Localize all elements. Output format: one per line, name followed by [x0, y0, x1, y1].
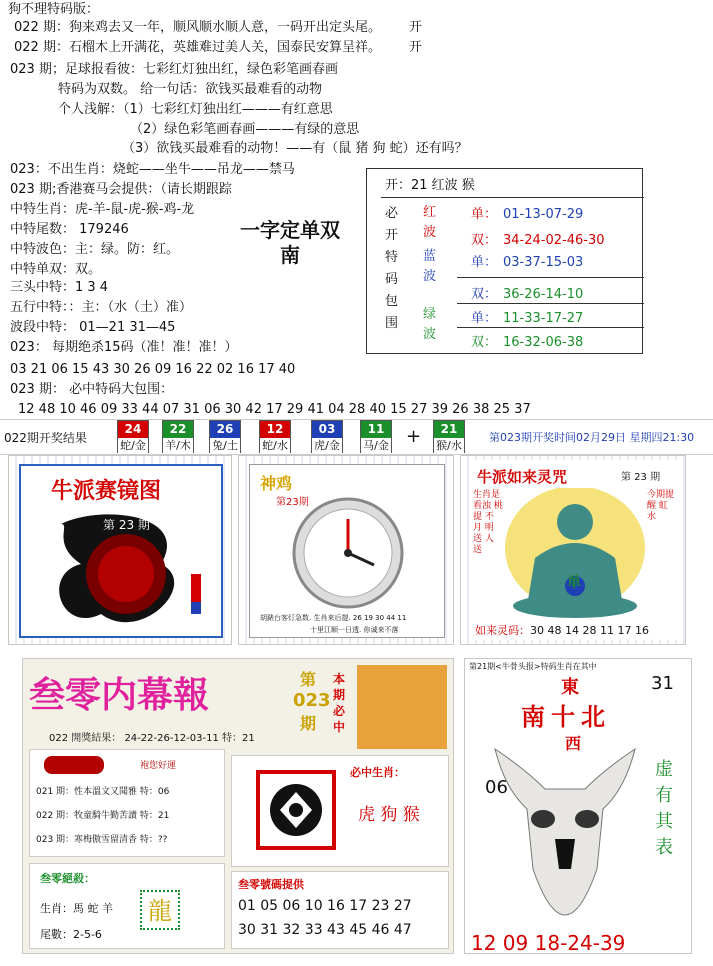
slogan-line-2: 南 — [280, 243, 300, 267]
box-divider — [381, 197, 644, 198]
box-divider — [457, 277, 644, 278]
result-label: 022期开奖结果 — [4, 431, 87, 445]
report-must: 虎 狗 猴 — [358, 805, 420, 825]
report-kill-tail: 尾數：2-5-6 — [40, 928, 102, 941]
report-must-box — [231, 755, 449, 867]
report-dragon-icon: 龍 — [140, 890, 180, 930]
report-codes-box — [231, 871, 449, 949]
result-ball: 22 羊/木 — [162, 420, 194, 453]
line-023-c: 个人浅解：（1）七彩红灯独出红———有红意思 — [58, 102, 333, 117]
line-023-b: 特码为双数。 给一句话：欲钱买最难看的动物 — [58, 82, 323, 97]
line-023-e: （3）欲钱买最难看的动物！——有（鼠 猪 狗 蛇）还有吗？ — [122, 141, 468, 156]
big-number-list: 12 48 10 46 09 33 44 07 31 06 30 42 17 29 41 04 28 40 15 27 39 26 38 25 37 — [18, 402, 531, 417]
report-codes-row: 30 31 32 33 43 45 46 47 — [238, 922, 412, 938]
buddha-center-mark: 单 — [567, 575, 581, 591]
line-023-a: 023 期；足球报看彼：七彩红灯独出红，绿色彩笔画春画 — [10, 62, 338, 77]
buddha-right-text: 今期提醒 虹 水 — [647, 490, 675, 522]
panel-buddha-title: 牛派如来灵咒 — [477, 468, 568, 486]
result-bar — [0, 419, 713, 455]
skull-bottom-numbers: 12 09 18-24-39 — [471, 931, 626, 955]
side-char: 特 — [385, 250, 399, 265]
panel-inside-report — [22, 658, 454, 954]
panel-buddha-frame — [471, 460, 677, 640]
skull-cross: 南十北 — [521, 703, 611, 731]
wave-red-label: 红 波 — [423, 205, 437, 240]
left-line-12: 023 期： 必中特码大包围： — [10, 382, 174, 397]
result-ball: 03 虎/金 — [311, 420, 343, 453]
report-kill-box — [29, 863, 225, 949]
panel-clock-caption: 胡錶台客灯急数. 生肖来后提. 26 19 30 44 11 — [260, 614, 407, 622]
special-ball: 21 猴/水 — [433, 420, 465, 453]
plus-sign: + — [406, 426, 422, 447]
slogan-line-1: 一字定单双 — [240, 218, 340, 242]
report-row: 023 期：寒梅傲雪留清香 特：?? — [36, 835, 168, 845]
result-ball: 11 马/金 — [360, 420, 392, 453]
side-char: 包 — [385, 294, 399, 309]
left-line-2: 023 期;香港赛马会提供：（请长期跟踪 — [10, 182, 232, 197]
report-rows-box — [29, 749, 225, 857]
panel-buddha-issue: 第 23 期 — [621, 472, 661, 483]
report-emblem-icon — [256, 770, 336, 850]
page-title: 狗不理特码版： — [8, 2, 100, 17]
report-fruit-icon — [44, 756, 104, 774]
panel-clock-caption2: 十里江顺一日透. 你诚来不落 — [310, 626, 399, 634]
panel-mirror — [8, 455, 232, 645]
left-line-1: 023：不出生肖：烧蛇——坐牛——吊龙——禁马 — [10, 162, 295, 177]
left-line-8: 五行中特：：主：（水（土）准） — [10, 300, 193, 315]
report-kill-label: 叁零絕殺： — [40, 872, 95, 885]
skull-east: 東 — [561, 677, 579, 698]
left-line-7: 三头中特：1 3 4 — [10, 280, 109, 295]
panel-bull-skull — [464, 658, 692, 954]
bull-skull-icon — [485, 719, 645, 919]
left-line-5: 中特波色：主：绿。防：红。 — [10, 242, 180, 257]
line-022-b: 022 期：石榴木上开满花，英雄难过美人关，国泰民安算呈祥。 开 — [14, 40, 422, 55]
report-row: 022 期：牧童騎牛勤苦讀 特：21 — [36, 811, 170, 821]
buddha-code: 如来灵码：30 48 14 28 11 17 16 — [475, 624, 649, 637]
box-divider — [457, 327, 644, 328]
panel-mirror-frame — [19, 464, 223, 638]
side-char: 开 — [385, 228, 399, 243]
red-even: 双： 34-24-02-46-30 — [471, 233, 605, 248]
report-row: 021 期：性本溫文又聞雅 特：06 — [36, 787, 170, 797]
left-line-6: 中特单双：双。 — [10, 262, 102, 277]
next-draw-time: 第023期开奖时间02月29日 星期四21:30 — [489, 431, 695, 444]
skull-header: 第21期<牛骨头报>特码生肖在其中 — [469, 662, 597, 671]
red-odd: 单： 01-13-07-29 — [471, 207, 584, 222]
blue-even: 双： 36-26-14-10 — [471, 287, 584, 302]
green-odd: 单： 11-33-17-27 — [471, 311, 584, 326]
report-hint: 袍您好運 — [140, 761, 177, 771]
report-kill-zodiac: 生肖：馬 蛇 羊 — [40, 902, 113, 915]
panel-buddha — [460, 455, 686, 645]
box-side-label — [385, 203, 401, 335]
skull-number-06: 06 — [485, 777, 508, 798]
report-side-red: 本期必中 — [333, 672, 346, 734]
number-box — [366, 168, 643, 354]
wave-green-label: 绿 波 — [423, 307, 437, 342]
panel-clock — [238, 455, 454, 645]
line-022-a: 022 期：狗来鸡去又一年，顺风顺水顺人意，一码开出定头尾。 开 — [14, 20, 422, 35]
report-title: 叁零内幕報 — [29, 674, 210, 716]
report-codes-row: 01 05 06 10 16 17 23 27 — [238, 898, 412, 914]
left-line-11: 03 21 06 15 43 30 26 09 16 22 02 16 17 40 — [10, 362, 296, 377]
blue-odd: 单： 03-37-15-03 — [471, 255, 584, 270]
panel-clock-frame — [249, 464, 445, 638]
panel-mirror-title: 牛派赛镜图 — [51, 479, 162, 504]
left-line-10: 023： 每期绝杀15码（准！准！准！） — [10, 340, 238, 355]
clock-icon — [290, 495, 406, 611]
panel-clock-title: 神鸡 — [260, 474, 293, 493]
report-codes-label: 叁零號碼提供 — [238, 878, 304, 891]
slogan — [230, 218, 350, 268]
left-line-3: 中特生肖：虎-羊-鼠-虎-猴-鸡-龙 — [10, 202, 195, 217]
result-ball: 12 蛇/水 — [259, 420, 291, 453]
panel-mirror-issue: 第 23 期 — [103, 518, 150, 532]
result-ball: 24 蛇/金 — [117, 420, 149, 453]
buddha-icon — [495, 488, 655, 620]
side-char: 码 — [385, 272, 399, 287]
green-even: 双： 16-32-06-38 — [471, 335, 584, 350]
side-char: 围 — [385, 316, 399, 331]
skull-number-31: 31 — [651, 673, 674, 694]
report-issue: 第 023 期 — [293, 670, 331, 733]
report-must-label: 必中生肖： — [350, 766, 405, 779]
side-char: 必 — [385, 206, 399, 221]
panel-clock-issue: 第23期 — [276, 497, 309, 508]
box-divider — [457, 303, 644, 304]
left-line-9: 波段中特： 01—21 31—45 — [10, 320, 176, 335]
skull-west: 西 — [565, 734, 582, 753]
report-result: 022 開獎結果： 24-22-26-12-03-11 特：21 — [49, 733, 255, 744]
result-ball: 26 兔/土 — [209, 420, 241, 453]
box-header: 开：21 红波 猴 — [385, 178, 475, 193]
report-goddess-image — [357, 665, 447, 749]
wave-blue-label: 蓝 波 — [423, 249, 437, 284]
line-023-d: （2）绿色彩笔画春画———有绿的意思 — [130, 122, 360, 137]
skull-side-text: 虚 有 其 表 — [655, 759, 673, 858]
buddha-left-text: 生肖是 看浊 桃 提 不 月 明 送 人 送 — [473, 490, 503, 555]
left-line-4: 中特尾数： 179246 — [10, 222, 129, 237]
